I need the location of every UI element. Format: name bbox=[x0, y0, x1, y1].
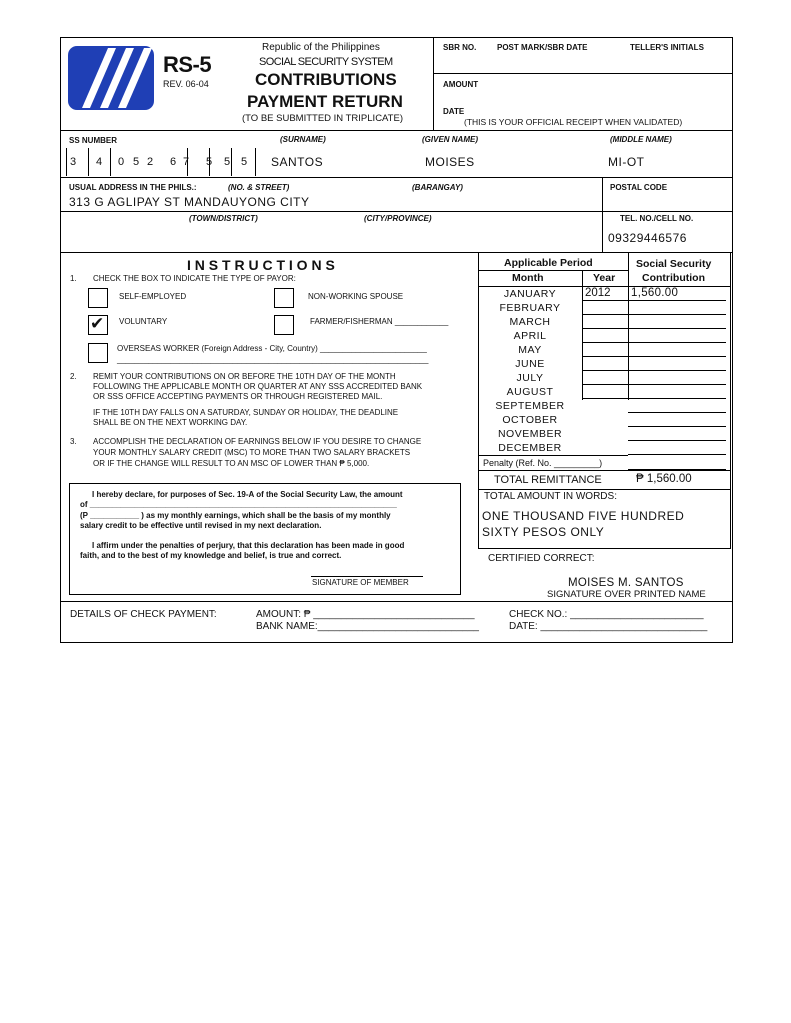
instruction-number: 2. bbox=[70, 372, 77, 381]
row-line bbox=[582, 314, 726, 315]
ss-contribution-header: Contribution bbox=[642, 272, 705, 284]
divider bbox=[60, 211, 732, 212]
ss-digit[interactable]: 5 bbox=[206, 156, 213, 168]
instruction-2-line: REMIT YOUR CONTRIBUTIONS ON OR BEFORE THE 10TH DAY OF THE MONTH bbox=[93, 372, 396, 381]
month-cell: OCTOBER bbox=[502, 414, 558, 426]
ss-digit[interactable]: 4 bbox=[96, 156, 103, 168]
tel-label: TEL. NO./CELL NO. bbox=[620, 214, 694, 223]
ss-digit[interactable]: 5 bbox=[224, 156, 231, 168]
ss-digit[interactable]: 5 bbox=[133, 156, 140, 168]
non-working-spouse-label: NON-WORKING SPOUSE bbox=[308, 292, 404, 301]
row-line bbox=[582, 384, 726, 385]
divider bbox=[433, 37, 434, 130]
date-label: DATE bbox=[443, 107, 465, 116]
applicable-period-header: Applicable Period bbox=[504, 257, 593, 269]
divider bbox=[602, 177, 603, 252]
row-line bbox=[582, 328, 726, 329]
receipt-note: (THIS IS YOUR OFFICIAL RECEIPT WHEN VALIDATED) bbox=[464, 117, 683, 127]
month-cell: NOVEMBER bbox=[497, 428, 563, 440]
month-cell: JUNE bbox=[515, 358, 545, 370]
divider bbox=[60, 252, 732, 253]
total-divider bbox=[478, 470, 731, 471]
street-label: (NO. & STREET) bbox=[228, 183, 290, 192]
farmer-label: FARMER/FISHERMAN ____________ bbox=[310, 317, 449, 326]
declaration-line: salary credit to be effective until revised in my next declaration. bbox=[80, 521, 322, 530]
sss-logo bbox=[68, 46, 154, 110]
ss-contribution-header: Social Security bbox=[636, 258, 712, 270]
row-line bbox=[628, 412, 726, 413]
surname-label: (SURNAME) bbox=[280, 135, 326, 144]
declaration-line: faith, and to the best of my knowledge and belief, is true and correct. bbox=[80, 551, 342, 560]
row-line bbox=[582, 300, 726, 301]
divider bbox=[60, 601, 732, 602]
form-revision: REV. 06-04 bbox=[163, 79, 209, 89]
declaration-line: I hereby declare, for purposes of Sec. 19-A of the Social Security Law, the amount bbox=[92, 490, 403, 499]
middle-name-value[interactable]: MI-OT bbox=[608, 155, 645, 169]
instruction-3-line: OR IF THE CHANGE WILL RESULT TO AN MSC OF LOWER THAN ₱ 5,000. bbox=[93, 459, 370, 468]
column-divider bbox=[582, 270, 583, 400]
overseas-label: OVERSEAS WORKER (Foreign Address - City, Country) ________________________ bbox=[117, 344, 427, 353]
certified-correct-label: CERTIFIED CORRECT: bbox=[488, 553, 595, 564]
teller-label: TELLER'S INITIALS bbox=[630, 43, 704, 52]
given-name-label: (GIVEN NAME) bbox=[422, 135, 478, 144]
declaration-line: I affirm under the penalties of perjury, that this declaration has been made in good bbox=[92, 541, 405, 550]
month-header: Month bbox=[512, 272, 544, 284]
ss-number-label: SS NUMBER bbox=[69, 136, 118, 145]
barangay-label: (BARANGAY) bbox=[412, 183, 463, 192]
bank-name-field[interactable]: BANK NAME:_____________________________ bbox=[256, 621, 479, 632]
tel-value[interactable]: 09329446576 bbox=[608, 231, 687, 245]
month-cell: APRIL bbox=[513, 330, 547, 342]
non-working-spouse-checkbox[interactable] bbox=[274, 288, 294, 308]
month-cell: JANUARY bbox=[503, 288, 557, 300]
ss-digit[interactable]: 5 bbox=[241, 156, 248, 168]
farmer-checkbox[interactable] bbox=[274, 315, 294, 335]
penalty-label: Penalty (Ref. No. _________) bbox=[483, 458, 603, 468]
row-line bbox=[628, 426, 726, 427]
postal-code-label: POSTAL CODE bbox=[610, 183, 668, 192]
instruction-3-line: YOUR MONTHLY SALARY CREDIT (MSC) TO MORE THAN TWO SALARY BRACKETS bbox=[93, 448, 411, 457]
ss-digit[interactable]: 3 bbox=[70, 156, 77, 168]
form-code: RS-5 bbox=[163, 52, 212, 77]
row-line bbox=[628, 454, 726, 455]
month-cell: DECEMBER bbox=[498, 442, 562, 454]
amount-label: AMOUNT bbox=[443, 80, 479, 89]
voluntary-label: VOLUNTARY bbox=[119, 317, 168, 326]
ss-digit[interactable]: 2 bbox=[147, 156, 154, 168]
divider bbox=[60, 177, 732, 178]
postmark-label: POST MARK/SBR DATE bbox=[497, 43, 588, 52]
month-cell: JULY bbox=[516, 372, 544, 384]
divider bbox=[60, 130, 732, 131]
total-words-label: TOTAL AMOUNT IN WORDS: bbox=[484, 491, 617, 502]
row-line bbox=[628, 440, 726, 441]
form-title-line2: PAYMENT RETURN bbox=[247, 92, 403, 111]
self-employed-label: SELF-EMPLOYED bbox=[119, 292, 187, 301]
instruction-2-line: IF THE 10TH DAY FALLS ON A SATURDAY, SUNDAY OR HOLIDAY, THE DEADLINE bbox=[93, 408, 399, 417]
form-title-line1: CONTRIBUTIONS bbox=[255, 70, 397, 89]
check-mark-icon: ✔ bbox=[90, 314, 105, 334]
instruction-2-line: SHALL BE ON THE NEXT WORKING DAY. bbox=[93, 418, 248, 427]
certified-name[interactable]: MOISES M. SANTOS bbox=[568, 577, 684, 589]
row-line bbox=[582, 342, 726, 343]
signature-of-member-label: SIGNATURE OF MEMBER bbox=[312, 578, 409, 587]
declaration-line: of _____________________________________________________________________ bbox=[80, 500, 397, 509]
month-cell: MARCH bbox=[509, 316, 551, 328]
ss-digit[interactable]: 6 bbox=[170, 156, 177, 168]
signature-line bbox=[311, 576, 423, 577]
month-cell: SEPTEMBER bbox=[495, 400, 565, 412]
penalty-divider bbox=[478, 455, 628, 456]
instruction-1: CHECK THE BOX TO INDICATE THE TYPE OF PAYOR: bbox=[93, 274, 296, 283]
republic-label: Republic of the Philippines bbox=[262, 42, 380, 53]
row-line bbox=[582, 370, 726, 371]
total-remittance-value[interactable]: ₱ 1,560.00 bbox=[636, 473, 692, 485]
instruction-number: 3. bbox=[70, 437, 77, 446]
ss-digit[interactable]: 7 bbox=[183, 156, 190, 168]
header-divider bbox=[478, 270, 628, 271]
month-cell: MAY bbox=[518, 344, 542, 356]
year-cell[interactable]: 2012 bbox=[585, 287, 611, 299]
row-line bbox=[582, 398, 726, 399]
year-header: Year bbox=[593, 272, 616, 284]
table-border bbox=[730, 252, 731, 548]
check-amount-field[interactable]: AMOUNT: ₱ _____________________________ bbox=[256, 609, 475, 620]
given-name-value[interactable]: MOISES bbox=[425, 155, 475, 169]
instruction-2-line: OR SSS OFFICE ACCEPTING PAYMENTS OR THROUGH REGISTERED MAIL. bbox=[93, 392, 383, 401]
town-label: (TOWN/DISTRICT) bbox=[189, 214, 258, 223]
signature-caption: SIGNATURE OVER PRINTED NAME bbox=[547, 589, 706, 600]
check-details-label: DETAILS OF CHECK PAYMENT: bbox=[70, 609, 217, 620]
month-cell: AUGUST bbox=[506, 386, 554, 398]
instruction-number: 1. bbox=[70, 274, 77, 283]
check-date-field[interactable]: DATE: ______________________________ bbox=[509, 621, 708, 632]
amount-cell[interactable]: 1,560.00 bbox=[631, 287, 679, 299]
address-value[interactable]: 313 G AGLIPAY ST MANDAUYONG CITY bbox=[69, 195, 310, 209]
form-subtitle: (TO BE SUBMITTED IN TRIPLICATE) bbox=[242, 113, 403, 124]
address-label: USUAL ADDRESS IN THE PHILS.: bbox=[69, 183, 197, 192]
total-divider bbox=[478, 489, 731, 490]
divider bbox=[433, 73, 732, 74]
city-label: (CITY/PROVINCE) bbox=[364, 214, 432, 223]
instruction-2-line: FOLLOWING THE APPLICABLE MONTH OR QUARTER AT ANY SSS ACCREDITED BANK bbox=[93, 382, 423, 391]
table-border bbox=[478, 548, 731, 549]
instruction-3-line: ACCOMPLISH THE DECLARATION OF EARNINGS BELOW IF YOU DESIRE TO CHANGE bbox=[93, 437, 422, 446]
declaration-line: (P ___________ ) as my monthly earnings, which shall be the basis of my monthly bbox=[80, 511, 391, 520]
check-number-field[interactable]: CHECK NO.: ________________________ bbox=[509, 609, 704, 620]
month-cell: FEBRUARY bbox=[499, 302, 561, 314]
total-remittance-label: TOTAL REMITTANCE bbox=[494, 474, 602, 486]
row-line bbox=[582, 356, 726, 357]
surname-value[interactable]: SANTOS bbox=[271, 155, 324, 169]
overseas-checkbox[interactable] bbox=[88, 343, 108, 363]
column-divider bbox=[628, 252, 629, 400]
total-words-line[interactable]: ONE THOUSAND FIVE HUNDRED bbox=[482, 509, 685, 523]
middle-name-label: (MIDDLE NAME) bbox=[610, 135, 672, 144]
instructions-heading: I N S T R U C T I O N S bbox=[187, 257, 335, 273]
self-employed-checkbox[interactable] bbox=[88, 288, 108, 308]
agency-name: SOCIAL SECURITY SYSTEM bbox=[259, 56, 393, 68]
ss-digit[interactable]: 0 bbox=[118, 156, 125, 168]
sbr-no-label: SBR NO. bbox=[443, 43, 477, 52]
overseas-address-line: ______________________________________________________________________ bbox=[117, 355, 429, 364]
total-words-line[interactable]: SIXTY PESOS ONLY bbox=[482, 525, 605, 539]
